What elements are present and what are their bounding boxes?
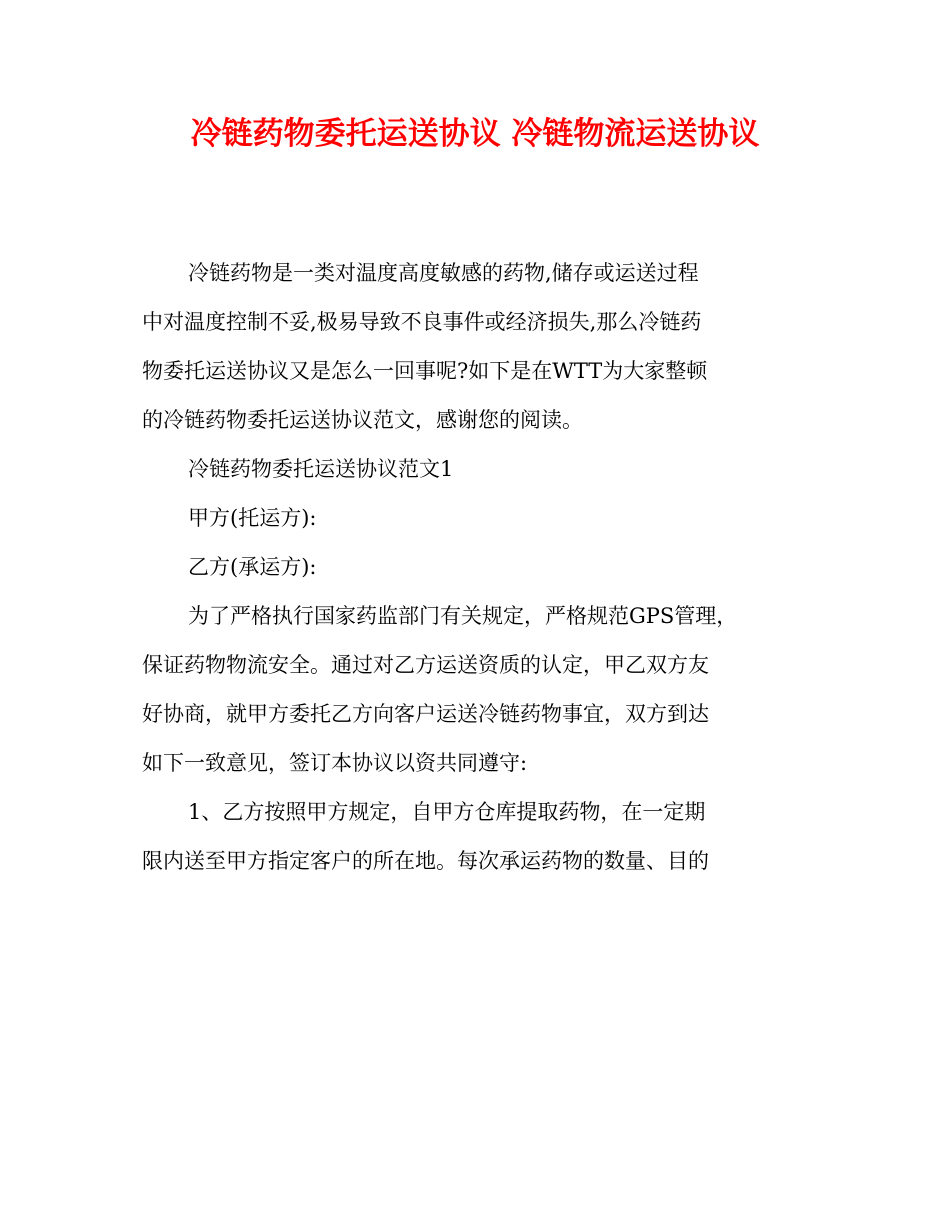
party-a-label: 甲方(托运方):: [188, 506, 317, 530]
body-line: 为了严格执行国家药监部门有关规定，严格规范GPS管理，: [188, 604, 738, 628]
clause-1: 1、乙方按照甲方规定，自甲方仓库提取药物，在一定期: [188, 800, 706, 824]
document-title: 冷链药物委托运送协议 冷链物流运送协议: [190, 116, 760, 152]
body-line: 物委托运送协议又是怎么一回事呢?如下是在WTT为大家整顿: [142, 359, 708, 383]
body-line: 的冷链药物委托运送协议范文，感谢您的阅读。: [142, 408, 583, 432]
document-body: [142, 249, 812, 886]
body-line: 好协商，就甲方委托乙方向客户运送冷链药物事宜，双方到达: [142, 702, 709, 726]
body-line: 冷链药物是一类对温度高度敏感的药物,储存或运送过程: [188, 261, 699, 285]
body-line: 保证药物物流安全。通过对乙方运送资质的认定，甲乙双方友: [142, 653, 709, 677]
section-heading: 冷链药物委托运送协议范文1: [188, 457, 454, 481]
body-line: 如下一致意见，签订本协议以资共同遵守:: [142, 751, 528, 775]
body-line: 限内送至甲方指定客户的所在地。每次承运药物的数量、目的: [142, 849, 709, 873]
party-b-label: 乙方(承运方):: [188, 555, 317, 579]
body-line: 中对温度控制不妥,极易导致不良事件或经济损失,那么冷链药: [142, 310, 702, 334]
